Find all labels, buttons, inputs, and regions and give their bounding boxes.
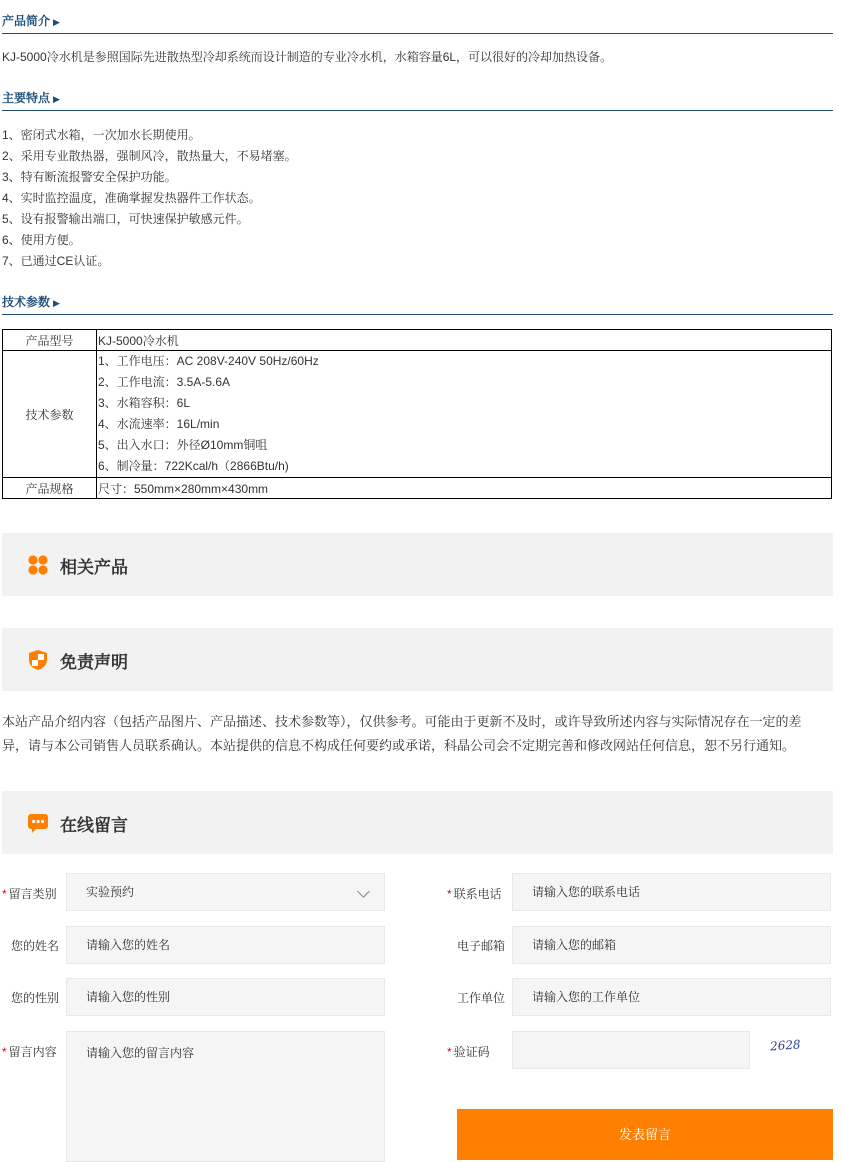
name-field[interactable]: 请输入您的姓名	[66, 926, 385, 964]
content-label: * 留言内容	[2, 1045, 57, 1059]
captcha-input[interactable]	[512, 1031, 750, 1069]
disclaimer-text: 本站产品介绍内容（包括产品图片、产品描述、技术参数等），仅供参考。可能由于更新不及时，或许导致所述内容与实际情况存在一定的差异，请与本公司销售人员联系确认。本站提供的信息不构成任何要约或承诺，科晶公司会不定期完善和修改网站任何信息，恕不另行通知。	[2, 714, 802, 753]
triangle-right-icon: ▶	[53, 17, 60, 27]
table-cell-value	[97, 351, 832, 478]
triangle-right-icon: ▶	[53, 94, 60, 104]
disclaimer-header	[2, 628, 833, 691]
section-header-specs	[2, 291, 833, 315]
spec-line: 1、工作电压：AC 208V-240V 50Hz/60Hz	[98, 354, 319, 368]
feature-list	[2, 125, 833, 272]
phone-label: * 联系电话	[447, 887, 502, 901]
captcha-image[interactable]	[766, 1034, 816, 1056]
section-header-features	[2, 87, 833, 111]
phone-field[interactable]: 请输入您的联系电话	[512, 873, 831, 911]
spec-line: 2、工作电流：3.5A-5.6A	[98, 375, 231, 389]
intro-text: KJ-5000冷水机是参照国际先进散热型冷却系统而设计制造的专业冷水机，水箱容量6L，可以很好的冷却加热设备。	[2, 50, 613, 64]
shield-icon	[27, 649, 49, 671]
list-item: 1、密闭式水箱，一次加水长期使用。	[2, 128, 201, 142]
email-label: 电子邮箱	[457, 939, 506, 953]
section-header-intro	[2, 10, 833, 34]
table-cell-label: 产品规格	[3, 478, 97, 499]
company-label: 工作单位	[457, 991, 506, 1005]
spec-line: 3、水箱容积：6L	[98, 396, 191, 410]
chat-bubble-icon	[27, 812, 49, 834]
table-row	[3, 351, 832, 478]
content-textarea[interactable]: 请输入您的留言内容	[66, 1031, 385, 1162]
required-mark: *	[447, 887, 452, 901]
list-item: 3、特有断流报警安全保护功能。	[2, 170, 177, 184]
captcha-label: * 验证码	[447, 1045, 490, 1059]
gender-label: 您的性别	[11, 991, 60, 1005]
related-products-title: 相关产品	[60, 558, 128, 577]
section-title: 主要特点 ▶	[2, 91, 60, 105]
spec-line: 6、制冷量：722Kcal/h（2866Btu/h)	[98, 459, 289, 473]
list-item: 5、设有报警输出端口，可快速保护敏感元件。	[2, 212, 249, 226]
table-cell-value: KJ-5000冷水机	[97, 330, 832, 351]
spec-table	[2, 329, 832, 499]
disclaimer-title: 免责声明	[60, 653, 128, 672]
table-cell-label: 产品型号	[3, 330, 97, 351]
spec-line: 5、出入水口：外径Ø10mm铜咀	[98, 438, 268, 452]
gender-field[interactable]: 请输入您的性别	[66, 978, 385, 1016]
list-item: 7、已通过CE认证。	[2, 254, 110, 268]
chevron-down-icon	[357, 885, 370, 898]
email-field[interactable]: 请输入您的邮箱	[512, 926, 831, 964]
spec-line: 4、水流速率：16L/min	[98, 417, 220, 431]
triangle-right-icon: ▶	[53, 298, 60, 308]
company-field[interactable]: 请输入您的工作单位	[512, 978, 831, 1016]
table-cell-label: 技术参数	[3, 351, 97, 478]
section-title: 产品简介 ▶	[2, 14, 60, 28]
required-mark: *	[447, 1045, 452, 1059]
name-label: 您的姓名	[11, 939, 60, 953]
captcha-code: 2628	[769, 1037, 802, 1054]
list-item: 2、采用专业散热器，强制风冷，散热量大，不易堵塞。	[2, 149, 297, 163]
list-item: 4、实时监控温度，准确掌握发热器件工作状态。	[2, 191, 261, 205]
category-select[interactable]	[66, 873, 385, 911]
grid-icon	[27, 554, 49, 576]
category-label: * 留言类别	[2, 887, 57, 901]
required-mark: *	[2, 887, 7, 901]
table-row	[3, 478, 832, 499]
related-products-header	[2, 533, 833, 596]
table-cell-value: 尺寸：550mm×280mm×430mm	[97, 478, 832, 499]
table-row	[3, 330, 832, 351]
section-title: 技术参数 ▶	[2, 295, 60, 309]
list-item: 6、使用方便。	[2, 233, 81, 247]
required-mark: *	[2, 1045, 7, 1059]
submit-button[interactable]: 发表留言	[457, 1109, 833, 1160]
category-selected-value: 实验预约	[86, 885, 135, 899]
message-title: 在线留言	[60, 816, 128, 835]
message-header	[2, 791, 833, 854]
